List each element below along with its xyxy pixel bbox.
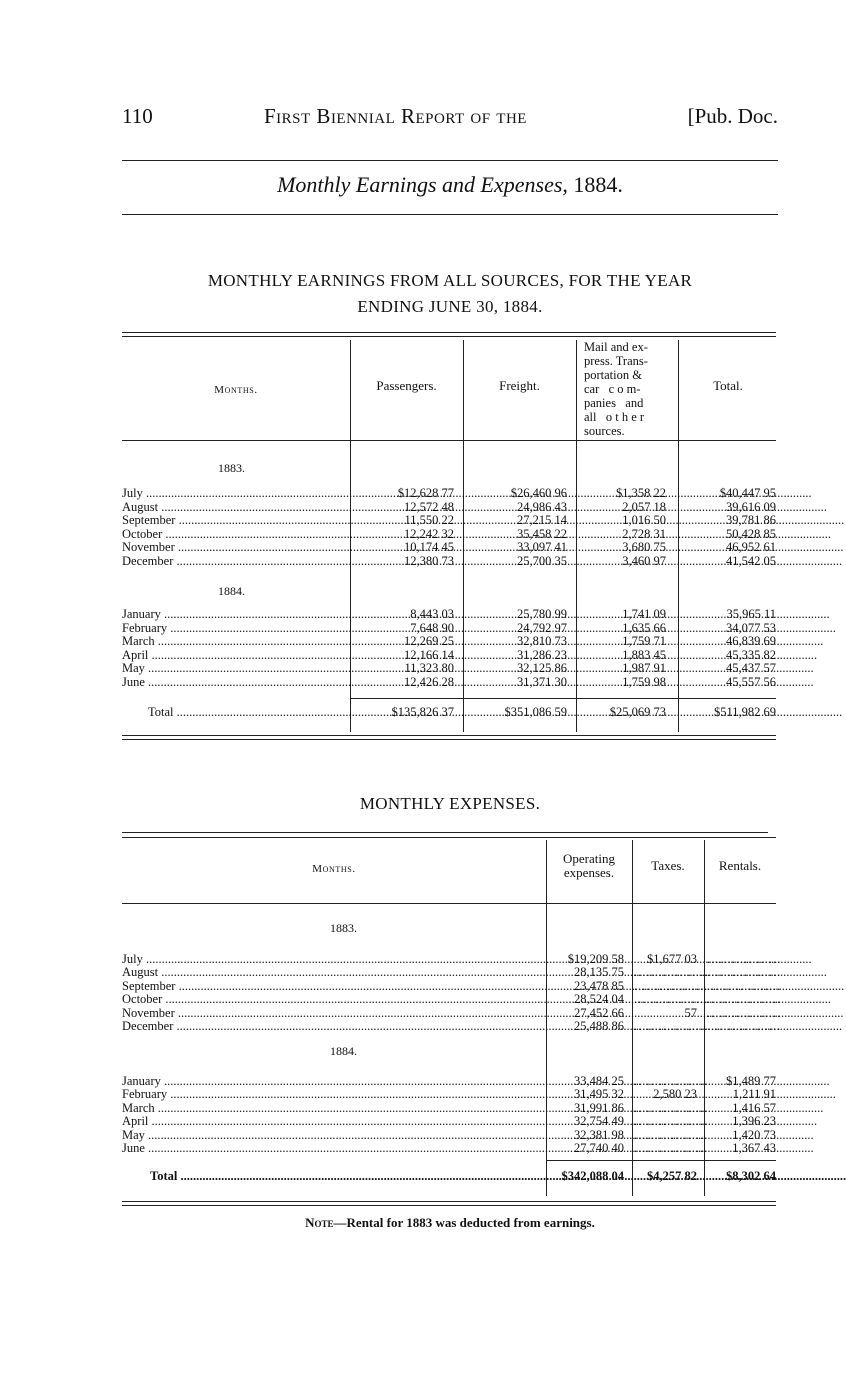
expenses-year-1883: 1883. [330, 921, 357, 935]
earnings-cell-freight: 33,097 41 [517, 540, 567, 554]
expenses-cell-taxes: $1,677 03 [647, 952, 697, 966]
expenses-cell-operating: 32,754 49 [574, 1114, 624, 1129]
earnings-cell-freight: 32,810 73 [517, 634, 567, 648]
earnings-cell-passengers: 12,426 28 [404, 674, 454, 689]
expenses-cell-rentals: 1,420 73 [732, 1127, 776, 1142]
earnings-cell-mail: 2,057 18 [622, 499, 666, 514]
expenses-cell-operating: 27,452 66 [574, 1005, 624, 1020]
earnings-row [122, 635, 776, 648]
expenses-month-label: April ..... [122, 1115, 542, 1128]
leader-dots: .................. [634, 1074, 709, 1088]
expenses-title: MONTHLY EXPENSES. [359, 794, 541, 813]
earnings-cell-mail: 1,016 50 [622, 513, 666, 527]
expenses-cell-taxes: 57 [684, 1005, 697, 1020]
expenses-rule-bottom1 [122, 1201, 776, 1202]
expenses-row [122, 1005, 782, 1020]
expenses-month-label: August ..... [122, 966, 542, 979]
earnings-cell-passengers: 11,323 80 [404, 661, 454, 675]
mail-header-line: car c o m- [584, 382, 641, 396]
mail-header-line: sources. [584, 424, 625, 438]
expenses-cell-operating: 23,478 85 [574, 978, 624, 993]
earnings-header-total: Total. [713, 378, 743, 393]
operating-header-line: expenses. [563, 865, 615, 880]
earnings-cell-passengers: 12,572 48 [404, 499, 454, 514]
earnings-cell-total: 45,557 56 [726, 674, 776, 689]
earnings-cell-passengers: 12,242 32 [404, 526, 454, 541]
earnings-title [122, 268, 778, 320]
expenses-row [122, 1102, 776, 1115]
expenses-row [122, 1019, 782, 1033]
earnings-header-months: Months. [214, 384, 258, 396]
earnings-cell-total: $40,447 95 [719, 486, 776, 500]
footnote-text: —Rental for 1883 was deducted from earnings. [333, 1215, 595, 1230]
earnings-cell-passengers: 10,174 45 [404, 540, 454, 554]
earnings-header-passengers: Passengers. [376, 378, 437, 393]
earnings-total-passengers: $135,826 37 [391, 705, 454, 719]
expenses-cell-operating: 32,381 98 [574, 1127, 624, 1142]
page-number: 110 [122, 104, 153, 128]
expenses-row [122, 965, 782, 980]
earnings-cell-passengers: 12,269 25 [404, 634, 454, 648]
subheading-year: 1884. [573, 172, 623, 197]
earnings-header-freight: Freight. [499, 378, 540, 393]
earnings-cell-passengers: 12,380 73 [404, 553, 454, 568]
earnings-year-1884: 1884. [218, 584, 245, 598]
earnings-cell-total: 45,437 57 [726, 661, 776, 675]
earnings-month-label: October ..... [122, 528, 346, 541]
leader-dots: .................. [634, 992, 709, 1007]
earnings-cell-total: 41,542 05 [726, 553, 776, 568]
expenses-month-label: January ..... [122, 1075, 542, 1088]
expenses-cell-operating: $19,209 58 [567, 952, 624, 966]
earnings-row [122, 662, 776, 675]
earnings-cell-freight: 24,792 97 [517, 620, 567, 635]
expenses-header-taxes: Taxes. [651, 858, 685, 873]
expenses-row [122, 978, 782, 993]
expenses-row [122, 1142, 776, 1155]
earnings-cell-mail: 1,741 09 [622, 607, 666, 621]
earnings-row [122, 622, 776, 635]
earnings-month-label: September ..... [122, 514, 346, 527]
expenses-row [122, 1075, 776, 1088]
expenses-rule-bottom2 [122, 1205, 776, 1206]
expenses-header-operating [546, 852, 632, 880]
earnings-total-row [122, 706, 776, 719]
earnings-cell-freight: 35,458 22 [517, 526, 567, 541]
earnings-cell-mail: 1,987 91 [622, 661, 666, 675]
expenses-row [122, 992, 782, 1007]
earnings-cell-freight: 27,215 14 [517, 513, 567, 527]
expenses-year-1884: 1884. [330, 1044, 357, 1058]
earnings-cell-freight: 31,371 30 [517, 674, 567, 689]
earnings-month-label: August ..... [122, 501, 346, 514]
expenses-total-label: Total ..... [150, 1170, 540, 1183]
expenses-month-label: December ..... [122, 1020, 542, 1033]
earnings-year-1883: 1883. [218, 461, 245, 475]
expenses-cell-rentals: 1,211 91 [732, 1087, 776, 1102]
expenses-rule-top2 [122, 837, 776, 838]
expenses-rule-total [546, 1160, 776, 1161]
expenses-cell-rentals: 1,396 23 [732, 1114, 776, 1129]
earnings-total-mail: $25,069 73 [609, 705, 666, 719]
earnings-cell-passengers: 7,648 90 [410, 620, 454, 635]
leader-dots: .................. [707, 992, 782, 1007]
earnings-cell-freight: 25,700 35 [517, 553, 567, 568]
footnote [122, 1215, 778, 1231]
earnings-header-mail [584, 340, 674, 438]
leader-dots: .................. [634, 1141, 709, 1155]
earnings-cell-mail: 1,759 71 [622, 634, 666, 648]
earnings-month-label: November ..... [122, 541, 346, 554]
expenses-header-months: Months. [312, 863, 356, 875]
earnings-total-label: Total ..... [148, 706, 342, 719]
subheading [122, 172, 778, 198]
earnings-rule-total [350, 698, 776, 699]
earnings-cell-freight: 25,780 99 [517, 607, 567, 621]
leader-dots: .................. [707, 1005, 782, 1020]
leader-dots: .................. [707, 978, 782, 993]
earnings-row [122, 649, 776, 662]
operating-header-line: Operating [563, 851, 615, 866]
expenses-month-label: October ..... [122, 993, 542, 1006]
expenses-total-row [122, 1170, 776, 1183]
earnings-cell-total: 35,965 11 [726, 607, 776, 621]
rule-sub [122, 214, 778, 215]
mail-header-line: portation & [584, 368, 642, 382]
earnings-row [122, 528, 776, 541]
earnings-cell-mail: 1,759 98 [622, 674, 666, 689]
earnings-cell-total: 50,428 85 [726, 526, 776, 541]
leader-dots: .................. [634, 978, 709, 993]
earnings-cell-mail: 2,728 31 [622, 526, 666, 541]
expenses-cell-operating: 28,524 04 [574, 992, 624, 1007]
expenses-rule-head [122, 903, 776, 904]
earnings-cell-mail: 1,635 66 [622, 620, 666, 635]
expenses-cell-operating: 31,495 32 [574, 1087, 624, 1102]
leader-dots: .................. [634, 1100, 709, 1115]
earnings-cell-mail: 3,680 75 [622, 540, 666, 554]
earnings-cell-passengers: 11,550 22 [404, 513, 454, 527]
earnings-month-label: May ..... [122, 662, 346, 675]
leader-dots: .................. [634, 1114, 709, 1129]
earnings-month-label: June ..... [122, 676, 346, 689]
expenses-total-rentals: $8,302 64 [726, 1169, 776, 1183]
mail-header-line: all o t h e r [584, 410, 645, 424]
expenses-row [122, 1115, 776, 1128]
earnings-cell-freight: 32,125 86 [517, 661, 567, 675]
expenses-cell-taxes: 2,580 23 [653, 1087, 697, 1102]
expenses-cell-rentals: 1,416 57 [732, 1100, 776, 1115]
expenses-month-label: May ..... [122, 1129, 542, 1142]
expenses-rule-top1 [122, 832, 768, 833]
earnings-cell-total: 34,077 53 [726, 620, 776, 635]
mail-header-line: Mail and ex- [584, 340, 648, 354]
rule-top [122, 160, 778, 161]
expenses-row [122, 952, 782, 966]
earnings-row [122, 555, 776, 568]
expenses-row [122, 1129, 776, 1142]
earnings-row [122, 514, 776, 527]
earnings-cell-passengers: 8,443 03 [410, 607, 454, 621]
running-title: First Biennial Report of the [264, 104, 527, 128]
earnings-total-freight: $351,086 59 [504, 705, 567, 719]
earnings-cell-freight: $26,460 96 [510, 486, 567, 500]
earnings-row [122, 541, 776, 554]
earnings-row [122, 608, 776, 621]
mail-header-line: press. Trans- [584, 354, 648, 368]
running-head [122, 104, 778, 134]
earnings-month-label: December ..... [122, 555, 346, 568]
expenses-month-label: March ..... [122, 1102, 542, 1115]
running-right: [Pub. Doc. [687, 104, 778, 128]
footnote-prefix: Note [305, 1215, 334, 1230]
expenses-month-label: November ..... [122, 1007, 542, 1020]
earnings-month-label: January ..... [122, 608, 346, 621]
leader-dots: .................. [634, 965, 709, 980]
earnings-rule-top2 [122, 336, 776, 337]
earnings-cell-total: 46,839 69 [726, 634, 776, 648]
earnings-month-label: March ..... [122, 635, 346, 648]
expenses-month-label: June ..... [122, 1142, 542, 1155]
expenses-header-rentals: Rentals. [718, 858, 762, 873]
earnings-cell-passengers: 12,166 14 [404, 647, 454, 662]
earnings-cell-total: 39,781 86 [726, 513, 776, 527]
earnings-cell-freight: 24,986 43 [517, 499, 567, 514]
earnings-cell-total: 46,952 61 [726, 540, 776, 554]
earnings-row [122, 501, 776, 514]
expenses-cell-rentals: $1,489 77 [726, 1074, 776, 1088]
earnings-cell-total: 45,335 82 [726, 647, 776, 662]
earnings-cell-mail: $1,358 22 [616, 486, 666, 500]
earnings-rule-top1 [122, 332, 776, 333]
earnings-cell-freight: 31,286 23 [517, 647, 567, 662]
earnings-total-total: $511,982 69 [713, 705, 776, 719]
subheading-italic: Monthly Earnings and Expenses, [277, 172, 568, 197]
earnings-row [122, 487, 776, 500]
expenses-cell-operating: 33,484 25 [574, 1074, 624, 1088]
expenses-row [122, 1088, 776, 1101]
earnings-title-line2: ENDING JUNE 30, 1884. [357, 297, 543, 316]
expenses-month-label: February ..... [122, 1088, 542, 1101]
earnings-cell-total: 39,616 09 [726, 499, 776, 514]
earnings-month-label: February ..... [122, 622, 346, 635]
earnings-title-line1: MONTHLY EARNINGS FROM ALL SOURCES, FOR THE YEAR [207, 271, 693, 290]
mail-header-line: panies and [584, 396, 644, 410]
leader-dots: .................. [707, 952, 782, 966]
leader-dots: .................. [634, 1019, 709, 1033]
expenses-total-taxes: $4,257 82 [647, 1169, 697, 1183]
earnings-month-label: July ..... [122, 487, 346, 500]
earnings-rule-bottom2 [122, 739, 776, 740]
leader-dots: .................. [634, 1127, 709, 1142]
expenses-cell-operating: 27,740 40 [574, 1141, 624, 1155]
expenses-cell-operating: 31,991 86 [574, 1100, 624, 1115]
leader-dots: .................. [707, 1019, 782, 1033]
expenses-total-operating: $342,088 04 [561, 1169, 624, 1183]
earnings-cell-mail: 1,883 45 [622, 647, 666, 662]
expenses-month-label: July ..... [122, 953, 542, 966]
earnings-cell-mail: 3,460 97 [622, 553, 666, 568]
earnings-month-label: April ..... [122, 649, 346, 662]
expenses-month-label: September ..... [122, 980, 542, 993]
earnings-rule-bottom1 [122, 735, 776, 736]
leader-dots: .................. [707, 965, 782, 980]
expenses-cell-operating: 25,488 86 [574, 1019, 624, 1033]
earnings-row [122, 676, 776, 689]
expenses-cell-rentals: 1,367 43 [732, 1141, 776, 1155]
earnings-cell-passengers: $12,628 77 [397, 486, 454, 500]
expenses-cell-operating: 28,135 75 [574, 965, 624, 980]
